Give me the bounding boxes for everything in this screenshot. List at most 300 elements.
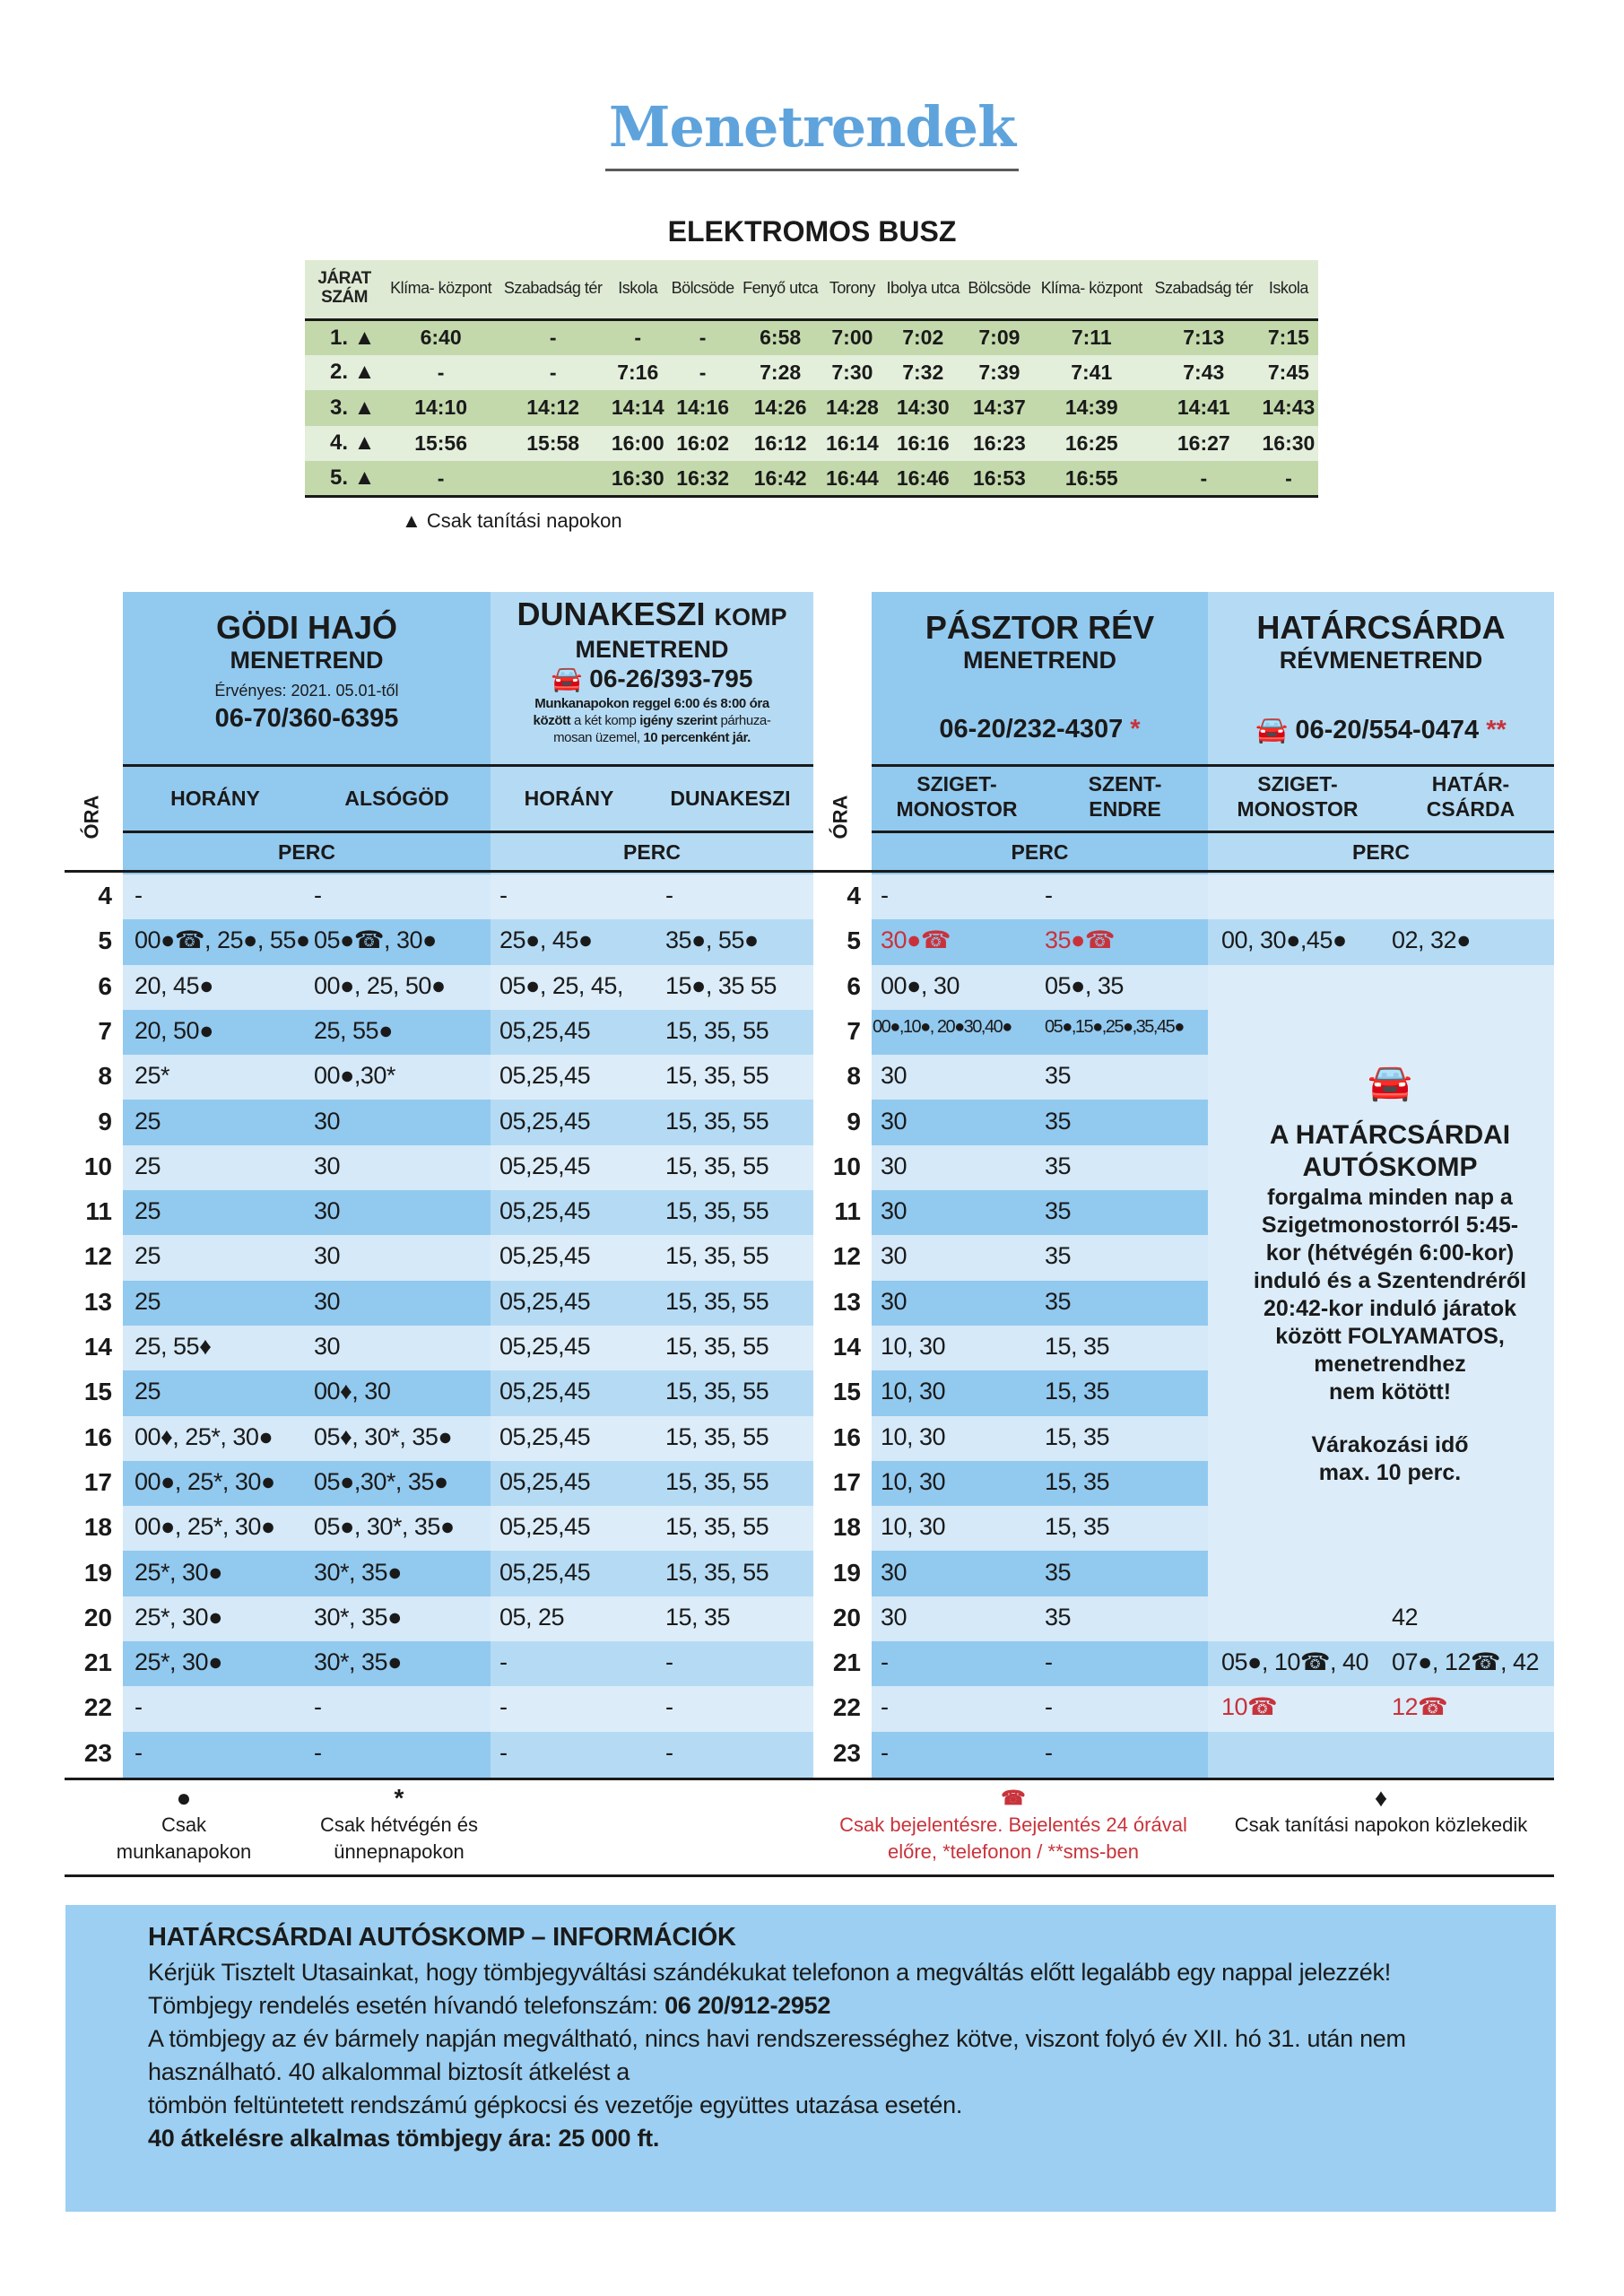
hour-label: 11 bbox=[834, 1197, 861, 1226]
duna-note: Munkanapokon reggel 6:00 és 8:00 óra között a két komp igény szerint párhuza- mosan üzemel, 10 percenként jár. bbox=[533, 696, 771, 745]
hour-label: 12 bbox=[832, 1242, 861, 1271]
godi-header: GÖDI HAJÓ MENETREND Érvényes: 2021. 05.01-től 06-70/360-6395 bbox=[123, 610, 491, 734]
divider bbox=[123, 831, 813, 833]
legend-weekend: * Csak hétvégén és ünnepnapokon bbox=[287, 1785, 511, 1866]
duna-dunakeszi-minutes: 15, 35, 55 bbox=[665, 1287, 769, 1315]
godi-horany-minutes: 25, 55♦ bbox=[135, 1333, 212, 1360]
duna-horany-minutes: - bbox=[499, 1693, 508, 1721]
departure-time bbox=[498, 461, 608, 497]
hour-label: 19 bbox=[83, 1558, 112, 1587]
duna-horany-minutes: - bbox=[499, 1738, 508, 1766]
diamond-icon: ♦ bbox=[1374, 1784, 1388, 1812]
duna-horany-minutes: 05, 25 bbox=[499, 1603, 565, 1631]
row-stripe bbox=[123, 1100, 491, 1145]
row-stripe bbox=[1208, 874, 1554, 920]
departure-time: 14:12 bbox=[498, 390, 608, 426]
row-stripe bbox=[123, 1055, 491, 1100]
jarat-number: 2. ▲ bbox=[305, 355, 384, 391]
hour-label: 4 bbox=[98, 882, 112, 909]
pasztor-szentendre-minutes: 35 bbox=[1045, 1107, 1072, 1135]
pasztor-szentendre-minutes: 35 bbox=[1045, 1197, 1072, 1225]
duna-horany-minutes: 05,25,45 bbox=[499, 1558, 591, 1586]
godi-horany-minutes: 25 bbox=[135, 1242, 161, 1270]
departure-time: 7:15 bbox=[1259, 319, 1318, 355]
stop-header: Iskola bbox=[608, 260, 667, 319]
departure-time: 7:28 bbox=[738, 355, 822, 391]
departure-time: 7:32 bbox=[881, 355, 964, 391]
pasztor-szigetmonostor-minutes: 00●, 30 bbox=[881, 971, 960, 999]
stop-header: Iskola bbox=[1259, 260, 1318, 319]
departure-time: 15:56 bbox=[384, 426, 498, 462]
pasztor-szentendre-minutes: 15, 35 bbox=[1045, 1513, 1110, 1541]
departure-time: 16:32 bbox=[667, 461, 738, 497]
godi-horany-minutes: 25*, 30● bbox=[135, 1558, 222, 1586]
duna-dunakeszi-minutes: 15, 35, 55 bbox=[665, 1016, 769, 1044]
pasztor-szentendre-minutes: 35 bbox=[1045, 1062, 1072, 1090]
godi-alsogod-minutes: - bbox=[314, 1693, 322, 1721]
departure-time: 14:39 bbox=[1035, 390, 1149, 426]
departure-time: 7:41 bbox=[1035, 355, 1149, 391]
dot-icon: ● bbox=[176, 1784, 192, 1812]
departure-time: 16:16 bbox=[881, 426, 964, 462]
car-info-line: induló és a Szentendréről bbox=[1253, 1268, 1527, 1293]
duna-dunakeszi-minutes: 15, 35, 55 bbox=[665, 1333, 769, 1360]
duna-horany-minutes: 05,25,45 bbox=[499, 1513, 591, 1541]
bus-row bbox=[305, 426, 1318, 462]
duna-dunakeszi-minutes: 15, 35 bbox=[665, 1603, 731, 1631]
pasztor-szentendre-minutes: 35●☎ bbox=[1045, 926, 1115, 954]
duna-dunakeszi-minutes: 15, 35, 55 bbox=[665, 1242, 769, 1270]
godi-alsogod-minutes: 05●, 30*, 35● bbox=[314, 1513, 455, 1541]
hour-label: 21 bbox=[832, 1648, 861, 1677]
departure-time: 15:58 bbox=[498, 426, 608, 462]
duna-dunakeszi-minutes: - bbox=[665, 1648, 673, 1676]
hour-label: 13 bbox=[83, 1287, 112, 1316]
duna-horany-minutes: - bbox=[499, 1648, 508, 1676]
godi-alsogod-minutes: 05●☎, 30● bbox=[314, 926, 437, 954]
row-stripe bbox=[872, 1145, 1208, 1190]
bus-header-row bbox=[305, 260, 1318, 319]
hour-label: 20 bbox=[832, 1603, 861, 1631]
pasztor-szentendre-minutes: - bbox=[1045, 1693, 1053, 1721]
departure-time: 16:12 bbox=[738, 426, 822, 462]
row-stripe bbox=[872, 1055, 1208, 1100]
duna-horany-minutes: 05,25,45 bbox=[499, 1287, 591, 1315]
departure-time: - bbox=[498, 355, 608, 391]
divider bbox=[123, 764, 813, 767]
hatarcsarda-header: HATÁRCSÁRDA RÉVMENETREND 🚘 06-20/554-0474 ** bbox=[1255, 609, 1507, 744]
hatarcsarda-szigetmonostor-minutes: 10☎ bbox=[1221, 1693, 1278, 1721]
info-box: HATÁRCSÁRDAI AUTÓSKOMP – INFORMÁCIÓK Kérjük Tisztelt Utasainkat, hogy tömbjegyváltási szándékukat telefonon a megváltás előtt legalább egy nappal jelezzék! Tömbjegy rendelés esetén hívandó telefonszám: 06 20/912-2952 A tömbjegy az év bármely napján megváltható, nincs havi rendszerességhez kötve, viszont folyó év XII. hó 31. után nem használható. 40 alkalommal biztosít átkelést a tömbön feltüntetett rendszámú gépkocsi és vezetője együttes utazása esetén. 40 átkelésre alkalmas tömbjegy ára: 25 000 ft. bbox=[65, 1905, 1556, 2212]
godi-alsogod-minutes: 30 bbox=[314, 1107, 341, 1135]
legend-workday: ● Csak munkanapokon bbox=[85, 1785, 282, 1866]
duna-dunakeszi-minutes: 35●, 55● bbox=[665, 926, 759, 954]
godi-horany-minutes: 20, 45● bbox=[135, 971, 213, 999]
departure-time: - bbox=[1259, 461, 1318, 497]
row-stripe bbox=[491, 1641, 813, 1686]
departure-time: - bbox=[667, 355, 738, 391]
departure-time: 16:14 bbox=[822, 426, 881, 462]
row-stripe bbox=[123, 1281, 491, 1326]
row-stripe bbox=[491, 1732, 813, 1777]
departure-time: 7:43 bbox=[1149, 355, 1259, 391]
hour-label: 20 bbox=[83, 1603, 112, 1631]
hour-label: 18 bbox=[832, 1513, 861, 1542]
pasztor-phone[interactable]: 06-20/232-4307 bbox=[939, 715, 1124, 744]
hour-label: 23 bbox=[83, 1738, 112, 1767]
pasztor-szentendre-minutes: - bbox=[1045, 882, 1053, 909]
divider bbox=[872, 831, 1554, 833]
info-phone[interactable]: 06 20/912-2952 bbox=[664, 1992, 831, 2019]
jarat-number: 5. ▲ bbox=[305, 461, 384, 497]
godi-horany-minutes: 25 bbox=[135, 1378, 161, 1405]
bus-section-title: ELEKTROMOS BUSZ bbox=[667, 215, 957, 248]
pasztor-szigetmonostor-minutes: - bbox=[881, 1648, 889, 1676]
row-stripe bbox=[123, 1190, 491, 1235]
pasztor-szigetmonostor-minutes: 00●,10●, 20●30,40● bbox=[873, 1016, 1012, 1037]
hour-label: 10 bbox=[83, 1152, 112, 1180]
godi-horany-minutes: 25*, 30● bbox=[135, 1603, 222, 1631]
page-title: Menetrendek bbox=[0, 94, 1624, 171]
departure-time: 14:10 bbox=[384, 390, 498, 426]
row-stripe bbox=[872, 1552, 1208, 1596]
pasztor-szigetmonostor-minutes: 30 bbox=[881, 1558, 908, 1586]
pasztor-szentendre-minutes: 05●, 35 bbox=[1045, 971, 1124, 999]
hat-col-hatarcsarda: HATÁR- CSÁRDA bbox=[1426, 772, 1515, 821]
hour-label: 6 bbox=[98, 971, 112, 1000]
departure-time: 7:45 bbox=[1259, 355, 1318, 391]
hour-label: 17 bbox=[83, 1467, 112, 1496]
hour-label: 5 bbox=[847, 926, 861, 955]
departure-time: 14:41 bbox=[1149, 390, 1259, 426]
pasztor-szigetmonostor-minutes: 30 bbox=[881, 1062, 908, 1090]
row-stripe bbox=[1208, 1732, 1554, 1777]
hour-label: 6 bbox=[847, 971, 861, 1000]
pasztor-szentendre-minutes: - bbox=[1045, 1648, 1053, 1676]
stop-header: Szabadság tér bbox=[1149, 260, 1259, 319]
duna-horany-minutes: 05,25,45 bbox=[499, 1016, 591, 1044]
bus-row bbox=[305, 319, 1318, 355]
departure-time: 16:30 bbox=[1259, 426, 1318, 462]
divider bbox=[872, 764, 1554, 767]
godi-alsogod-minutes: - bbox=[314, 1738, 322, 1766]
godi-alsogod-minutes: 25, 55● bbox=[314, 1016, 393, 1044]
departure-time: 16:02 bbox=[667, 426, 738, 462]
hour-label: 23 bbox=[832, 1738, 861, 1767]
perc-label: PERC bbox=[1352, 840, 1410, 864]
departure-time: - bbox=[384, 355, 498, 391]
jarat-number: 3. ▲ bbox=[305, 390, 384, 426]
hour-label: 17 bbox=[832, 1467, 861, 1496]
departure-time: 16:44 bbox=[822, 461, 881, 497]
godi-horany-minutes: 20, 50● bbox=[135, 1016, 213, 1044]
jarat-number: 1. ▲ bbox=[305, 319, 384, 355]
godi-alsogod-minutes: 05♦, 30*, 35● bbox=[314, 1422, 453, 1450]
row-stripe bbox=[872, 1281, 1208, 1326]
godi-horany-minutes: 25 bbox=[135, 1152, 161, 1179]
divider bbox=[65, 1874, 1554, 1877]
departure-time: 16:00 bbox=[608, 426, 667, 462]
departure-time: - bbox=[608, 319, 667, 355]
row-stripe bbox=[872, 1235, 1208, 1280]
departure-time: 7:00 bbox=[822, 319, 881, 355]
pasztor-szentendre-minutes: 35 bbox=[1045, 1603, 1072, 1631]
godi-horany-minutes: 25 bbox=[135, 1287, 161, 1315]
row-stripe bbox=[123, 1686, 491, 1731]
pasztor-header: PÁSZTOR RÉV MENETREND 06-20/232-4307 * bbox=[925, 609, 1155, 744]
stop-header: Torony bbox=[822, 260, 881, 319]
duna-header: DUNAKESZI KOMP MENETREND 🚘 06-26/393-795 Munkanapokon reggel 6:00 és 8:00 óra között a két komp igény szerint párhuza- mosan üzemel, 10 percenként jár. bbox=[491, 596, 813, 746]
car-info-line: között FOLYAMATOS, bbox=[1275, 1324, 1505, 1349]
godi-horany-minutes: - bbox=[135, 1693, 143, 1721]
departure-time: 16:25 bbox=[1035, 426, 1149, 462]
duna-horany-minutes: 05,25,45 bbox=[499, 1062, 591, 1090]
pasztor-szigetmonostor-minutes: 10, 30 bbox=[881, 1333, 946, 1360]
stop-header: Fenyő utca bbox=[738, 260, 822, 319]
godi-alsogod-minutes: 30 bbox=[314, 1242, 341, 1270]
pasztor-szigetmonostor-minutes: 30●☎ bbox=[881, 926, 951, 954]
hour-label: 14 bbox=[832, 1333, 861, 1361]
departure-time: 14:30 bbox=[881, 390, 964, 426]
pasztor-szentendre-minutes: 15, 35 bbox=[1045, 1333, 1110, 1360]
departure-time: - bbox=[498, 319, 608, 355]
bus-row bbox=[305, 461, 1318, 497]
duna-horany-minutes: 05,25,45 bbox=[499, 1378, 591, 1405]
duna-dunakeszi-minutes: 15, 35, 55 bbox=[665, 1062, 769, 1090]
row-stripe bbox=[123, 874, 491, 919]
pasztor-szigetmonostor-minutes: 10, 30 bbox=[881, 1467, 946, 1495]
godi-alsogod-minutes: 30 bbox=[314, 1152, 341, 1179]
perc-label: PERC bbox=[278, 840, 335, 864]
pasztor-szigetmonostor-minutes: 30 bbox=[881, 1603, 908, 1631]
ora-label: ÓRA bbox=[829, 795, 852, 839]
godi-phone[interactable]: 06-70/360-6395 bbox=[214, 704, 399, 733]
departure-time: - bbox=[667, 319, 738, 355]
car-info-line: kor (hétvégén 6:00-kor) bbox=[1265, 1240, 1515, 1265]
godi-alsogod-minutes: 30*, 35● bbox=[314, 1648, 402, 1676]
pasztor-szigetmonostor-minutes: 30 bbox=[881, 1107, 908, 1135]
legend-on-request: ☎ Csak bejelentésre. Bejelentés 24 órával előre, *telefonon / **sms-ben bbox=[816, 1785, 1211, 1866]
phone-icon: ☎ bbox=[1001, 1787, 1026, 1809]
godi-horany-minutes: 00●, 25*, 30● bbox=[135, 1467, 275, 1495]
pasztor-szigetmonostor-minutes: 30 bbox=[881, 1197, 908, 1225]
duna-dunakeszi-minutes: - bbox=[665, 1693, 673, 1721]
pasztor-szigetmonostor-minutes: 30 bbox=[881, 1287, 908, 1315]
car-info-line: forgalma minden nap a bbox=[1267, 1185, 1513, 1210]
divider bbox=[65, 1778, 1554, 1780]
duna-dunakeszi-minutes: - bbox=[665, 1738, 673, 1766]
stop-header: Bölcsöde bbox=[964, 260, 1035, 319]
pasztor-szentendre-minutes: 15, 35 bbox=[1045, 1378, 1110, 1405]
godi-alsogod-minutes: 30*, 35● bbox=[314, 1558, 402, 1586]
duna-horany-minutes: 05,25,45 bbox=[499, 1467, 591, 1495]
departure-time: 16:53 bbox=[964, 461, 1035, 497]
departure-time: - bbox=[1149, 461, 1259, 497]
departure-time: 16:27 bbox=[1149, 426, 1259, 462]
pasz-col-szigetmonostor: SZIGET- MONOSTOR bbox=[896, 772, 1018, 821]
hour-label: 9 bbox=[98, 1107, 112, 1135]
departure-time: 6:58 bbox=[738, 319, 822, 355]
duna-horany-minutes: - bbox=[499, 882, 508, 909]
hour-label: 5 bbox=[98, 926, 112, 955]
row-stripe bbox=[872, 1190, 1208, 1235]
departure-time: 7:11 bbox=[1035, 319, 1149, 355]
godi-alsogod-minutes: 00●, 25, 50● bbox=[314, 971, 446, 999]
hour-label: 18 bbox=[83, 1513, 112, 1542]
godi-alsogod-minutes: - bbox=[314, 882, 322, 909]
godi-horany-minutes: 25*, 30● bbox=[135, 1648, 222, 1676]
hour-label: 10 bbox=[832, 1152, 861, 1180]
departure-time: 7:02 bbox=[881, 319, 964, 355]
hour-label: 22 bbox=[832, 1693, 861, 1722]
departure-time: 14:14 bbox=[608, 390, 667, 426]
hour-label: 19 bbox=[832, 1558, 861, 1587]
bus-row bbox=[305, 355, 1318, 391]
row-stripe bbox=[123, 1732, 491, 1777]
row-stripe bbox=[872, 1641, 1208, 1686]
departure-time: 14:16 bbox=[667, 390, 738, 426]
stop-header: Klíma- központ bbox=[1035, 260, 1149, 319]
godi-horany-minutes: 00●, 25*, 30● bbox=[135, 1513, 275, 1541]
pasztor-szentendre-minutes: 35 bbox=[1045, 1152, 1072, 1179]
row-stripe bbox=[872, 1596, 1208, 1641]
godi-alsogod-minutes: 30*, 35● bbox=[314, 1603, 402, 1631]
hour-label: 9 bbox=[847, 1107, 861, 1135]
row-stripe bbox=[123, 1145, 491, 1190]
duna-dunakeszi-minutes: 15, 35, 55 bbox=[665, 1422, 769, 1450]
departure-time: 14:28 bbox=[822, 390, 881, 426]
departure-time: 7:16 bbox=[608, 355, 667, 391]
departure-time: 7:09 bbox=[964, 319, 1035, 355]
hatarcsarda-hatarcsarda-minutes: 02, 32● bbox=[1392, 926, 1471, 954]
godi-horany-minutes: 25 bbox=[135, 1197, 161, 1225]
duna-phone[interactable]: 06-26/393-795 bbox=[589, 665, 753, 692]
godi-alsogod-minutes: 05●,30*, 35● bbox=[314, 1467, 448, 1495]
legend-school-days: ♦ Csak tanítási napokon közlekedik bbox=[1211, 1785, 1551, 1839]
car-info-line: nem kötött! bbox=[1328, 1379, 1452, 1405]
row-stripe bbox=[872, 1686, 1208, 1731]
row-stripe bbox=[123, 1370, 491, 1415]
duna-dunakeszi-minutes: 15, 35, 55 bbox=[665, 1378, 769, 1405]
row-stripe bbox=[1208, 1506, 1554, 1552]
row-stripe bbox=[872, 1100, 1208, 1145]
duna-horany-minutes: 05,25,45 bbox=[499, 1422, 591, 1450]
hour-label: 11 bbox=[85, 1197, 112, 1226]
hour-label: 8 bbox=[847, 1062, 861, 1091]
godi-col-alsogod: ALSÓGÖD bbox=[344, 787, 449, 810]
bus-timetable bbox=[305, 260, 1318, 498]
duna-horany-minutes: 05,25,45 bbox=[499, 1197, 591, 1225]
departure-time: 14:43 bbox=[1259, 390, 1318, 426]
stop-header: Bölcsöde bbox=[667, 260, 738, 319]
hour-label: 12 bbox=[83, 1242, 112, 1271]
hour-label: 4 bbox=[847, 882, 861, 909]
row-stripe bbox=[1208, 965, 1554, 1011]
duna-horany-minutes: 25●, 45● bbox=[499, 926, 593, 954]
godi-alsogod-minutes: 30 bbox=[314, 1333, 341, 1360]
autoskomp-info: 🚘 A HATÁRCSÁRDAI AUTÓSKOMP forgalma minden nap a Szigetmonostorról 5:45- kor (hétvégén 6:00-kor) induló és a Szentendréről 20:42-kor induló járatok között FOLYAMATOS, menetrendhez nem kötött! Várakozási idő max. 10 perc. bbox=[1211, 1060, 1569, 1487]
hour-label: 8 bbox=[98, 1062, 112, 1091]
jarat-number: 4. ▲ bbox=[305, 426, 384, 462]
hour-label: 16 bbox=[832, 1422, 861, 1451]
duna-col-dunakeszi: DUNAKESZI bbox=[670, 787, 791, 810]
hatarcsarda-hatarcsarda-minutes: 12☎ bbox=[1392, 1693, 1448, 1721]
hatarcsarda-phone[interactable]: 06-20/554-0474 bbox=[1295, 716, 1480, 744]
perc-label: PERC bbox=[623, 840, 681, 864]
godi-alsogod-minutes: 00♦, 30 bbox=[314, 1378, 391, 1405]
duna-dunakeszi-minutes: 15, 35, 55 bbox=[665, 1467, 769, 1495]
godi-horany-minutes: 00♦, 25*, 30● bbox=[135, 1422, 274, 1450]
departure-time: 7:39 bbox=[964, 355, 1035, 391]
row-stripe bbox=[872, 1732, 1208, 1777]
hatarcsarda-hatarcsarda-minutes: 42 bbox=[1392, 1603, 1419, 1631]
pasztor-szentendre-minutes: 05●,15●,25●,35,45● bbox=[1045, 1016, 1184, 1037]
departure-time: - bbox=[384, 461, 498, 497]
departure-time: 14:37 bbox=[964, 390, 1035, 426]
departure-time: 16:23 bbox=[964, 426, 1035, 462]
pasztor-szentendre-minutes: 15, 35 bbox=[1045, 1467, 1110, 1495]
hour-label: 14 bbox=[83, 1333, 112, 1361]
departure-time: 7:13 bbox=[1149, 319, 1259, 355]
hour-label: 21 bbox=[83, 1648, 112, 1677]
duna-col-horany: HORÁNY bbox=[524, 787, 614, 810]
hour-label: 7 bbox=[98, 1016, 112, 1045]
pasztor-szigetmonostor-minutes: 10, 30 bbox=[881, 1422, 946, 1450]
duna-dunakeszi-minutes: 15, 35, 55 bbox=[665, 1558, 769, 1586]
pasztor-szigetmonostor-minutes: 10, 30 bbox=[881, 1378, 946, 1405]
star-icon: * bbox=[394, 1784, 404, 1812]
duna-horany-minutes: 05,25,45 bbox=[499, 1152, 591, 1179]
bus-row bbox=[305, 390, 1318, 426]
stop-header: Szabadság tér bbox=[498, 260, 608, 319]
hour-label: 7 bbox=[847, 1016, 861, 1045]
jarat-header: JÁRAT SZÁM bbox=[305, 260, 384, 319]
row-stripe bbox=[1208, 1596, 1554, 1642]
pasz-col-szentendre: SZENT- ENDRE bbox=[1088, 772, 1162, 821]
departure-time: 6:40 bbox=[384, 319, 498, 355]
row-stripe bbox=[1208, 1010, 1554, 1056]
hatarcsarda-hatarcsarda-minutes: 07●, 12☎, 42 bbox=[1392, 1648, 1540, 1676]
godi-alsogod-minutes: 30 bbox=[314, 1197, 341, 1225]
godi-horany-minutes: - bbox=[135, 882, 143, 909]
godi-horany-minutes: 25* bbox=[135, 1062, 170, 1090]
stop-header: Klíma- központ bbox=[384, 260, 498, 319]
pasztor-szigetmonostor-minutes: - bbox=[881, 1693, 889, 1721]
hat-col-szigetmonostor: SZIGET- MONOSTOR bbox=[1237, 772, 1359, 821]
duna-horany-minutes: 05,25,45 bbox=[499, 1242, 591, 1270]
hour-label: 15 bbox=[83, 1378, 112, 1406]
car-icon: 🚘 bbox=[1368, 1063, 1412, 1102]
pasztor-szigetmonostor-minutes: 30 bbox=[881, 1152, 908, 1179]
hatarcsarda-szigetmonostor-minutes: 00, 30●,45● bbox=[1221, 926, 1347, 954]
hour-label: 15 bbox=[832, 1378, 861, 1406]
row-stripe bbox=[491, 1686, 813, 1731]
car-icon: 🚘 bbox=[1255, 716, 1289, 744]
row-stripe bbox=[123, 1235, 491, 1280]
car-icon: 🚘 bbox=[551, 665, 583, 692]
hour-label: 16 bbox=[83, 1422, 112, 1451]
godi-alsogod-minutes: 30 bbox=[314, 1287, 341, 1315]
duna-horany-minutes: 05,25,45 bbox=[499, 1107, 591, 1135]
hatarcsarda-szigetmonostor-minutes: 05●, 10☎, 40 bbox=[1221, 1648, 1369, 1676]
pasztor-szigetmonostor-minutes: - bbox=[881, 1738, 889, 1766]
duna-horany-minutes: 05●, 25, 45, bbox=[499, 971, 623, 999]
departure-time: 16:30 bbox=[608, 461, 667, 497]
pasztor-szentendre-minutes: 15, 35 bbox=[1045, 1422, 1110, 1450]
godi-horany-minutes: - bbox=[135, 1738, 143, 1766]
pasztor-szentendre-minutes: 35 bbox=[1045, 1287, 1072, 1315]
perc-label: PERC bbox=[1011, 840, 1069, 864]
